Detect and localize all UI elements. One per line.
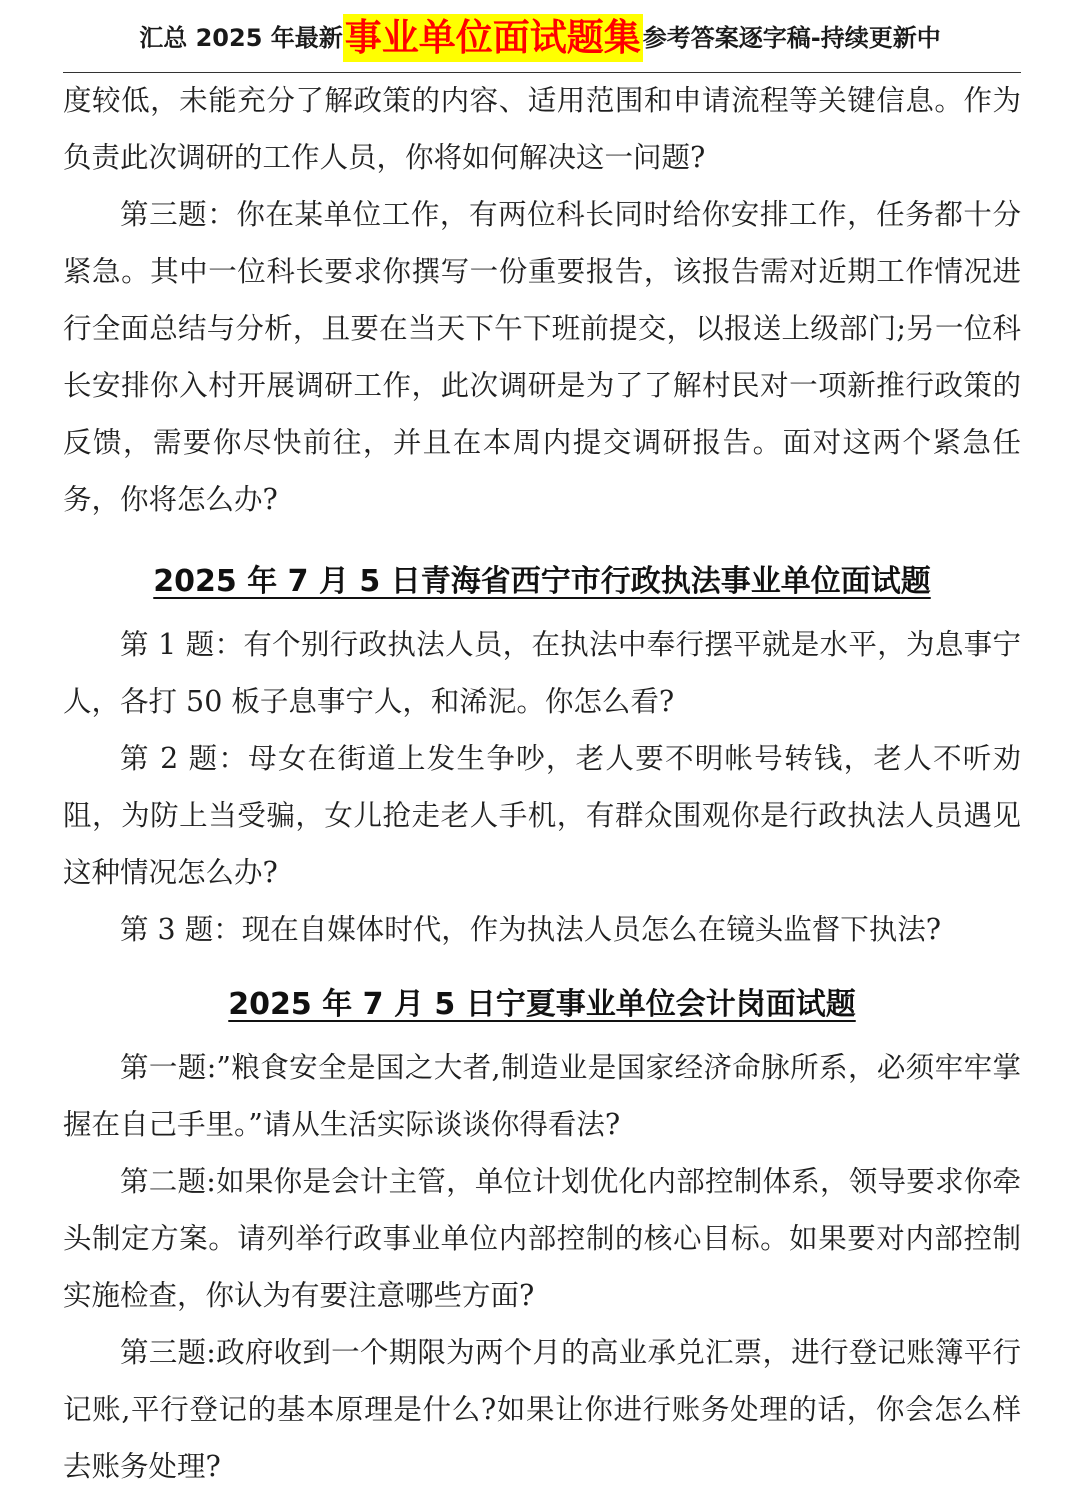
xining-question-2: 第 2 题：母女在街道上发生争吵，老人要不明帐号转钱，老人不听劝阻，为防上当受骗，女儿抢走老人手机，有群众围观你是行政执法人员遇见这种情况怎么办? — [63, 742, 1021, 889]
section-title-xining: 2025 年 7 月 5 日青海省西宁市行政执法事业单位面试题 — [153, 564, 931, 599]
header-highlight: 事业单位面试题集 — [343, 14, 643, 62]
ningxia-question-1: 第一题:”粮食安全是国之大者,制造业是国家经济命脉所系，必须牢牢掌握在自己手里。”请从生活实际谈谈你得看法? — [63, 1051, 1021, 1141]
ningxia-question-3: 第三题:政府收到一个期限为两个月的高业承兑汇票，进行登记账簿平行记账,平行登记的基本原理是什么?如果让你进行账务处理的话，你会怎么样去账务处理? — [63, 1336, 1021, 1483]
intro-question-three: 第三题：你在某单位工作，有两位科长同时给你安排工作，任务都十分紧急。其中一位科长要求你撰写一份重要报告，该报告需对近期工作情况进行全面总结与分析，且要在当天下午下班前提交，以报送上级部门;另一位科长安排你入村开展调研工作，此次调研是为了了解村民对一项新推行政策的反馈，需要你尽快前往，并且在本周内提交调研报告。面对这两个紧急任务，你将怎么办? — [63, 198, 1021, 516]
section-title-ningxia: 2025 年 7 月 5 日宁夏事业单位会计岗面试题 — [228, 987, 856, 1022]
header-suffix: 参考答案逐字稿-持续更新中 — [642, 24, 941, 52]
header-prefix: 汇总 2025 年最新 — [139, 24, 343, 52]
document-body — [63, 72, 1021, 1495]
intro-paragraph-continued: 度较低，未能充分了解政策的内容、适用范围和申请流程等关键信息。作为负责此次调研的工作人员，你将如何解决这一问题? — [63, 84, 1021, 174]
document-header — [0, 14, 1080, 64]
ningxia-question-2: 第二题:如果你是会计主管，单位计划优化内部控制体系，领导要求你牵头制定方案。请列举行政事业单位内部控制的核心目标。如果要对内部控制实施检查，你认为有要注意哪些方面? — [63, 1165, 1021, 1312]
spacer — [63, 528, 1021, 553]
spacer — [63, 958, 1021, 976]
xining-question-1: 第 1 题：有个别行政执法人员，在执法中奉行摆平就是水平，为息事宁人，各打 50 板子息事宁人，和浠泥。你怎么看? — [63, 628, 1021, 718]
xining-question-3: 第 3 题：现在自媒体时代，作为执法人员怎么在镜头监督下执法? — [120, 913, 942, 946]
